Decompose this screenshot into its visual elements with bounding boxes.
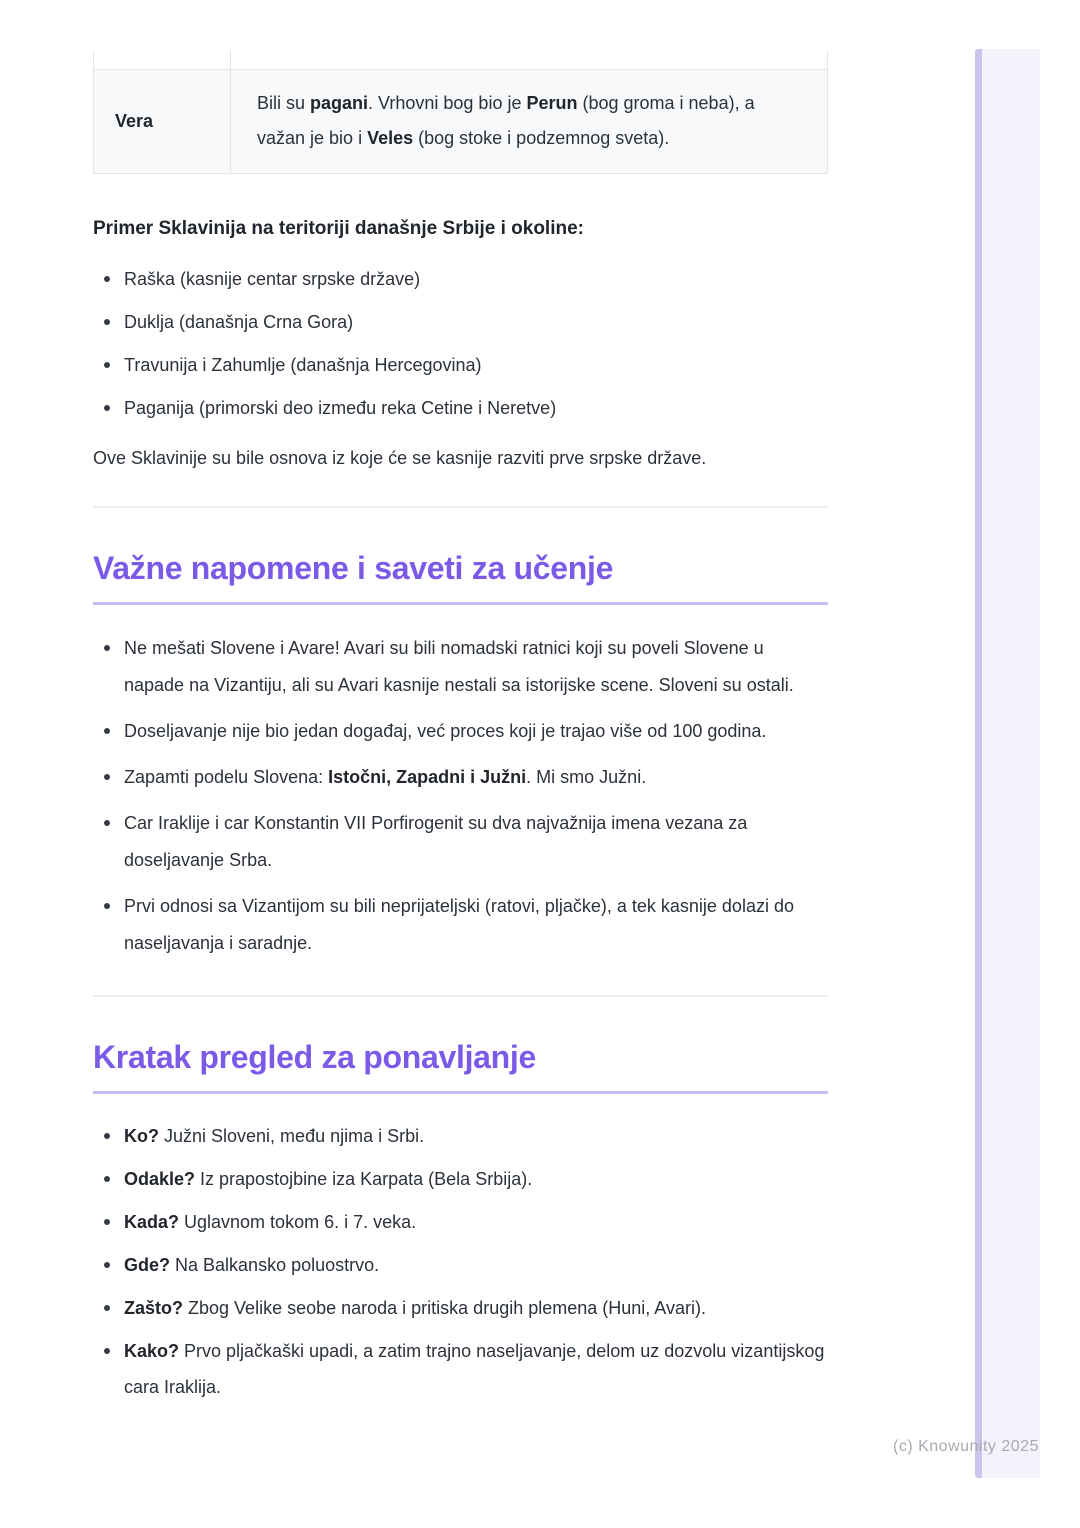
- table-cell-label-partial: [94, 50, 231, 69]
- section-divider: [93, 506, 828, 508]
- cell-text: Bili su: [257, 93, 311, 113]
- item-text: Doseljavanje nije bio jedan događaj, već proces koji je trajao više od 100 godina.: [124, 721, 767, 741]
- list-item: [93, 1161, 828, 1197]
- title-underline: [93, 1091, 828, 1094]
- page-edge-stripe: [975, 49, 982, 1478]
- sklavinije-list: [93, 264, 828, 423]
- table-row-vera: [94, 70, 827, 174]
- sklavinije-heading: Primer Sklavinija na teritoriji današnje Srbije i okoline:: [93, 218, 584, 239]
- pregled-title: Kratak pregled za ponavljanje: [93, 1039, 537, 1075]
- cell-text: . Vrhovni bog bio je: [368, 93, 527, 113]
- item-text: . Mi smo Južni.: [526, 767, 647, 787]
- item-bold: Istočni, Zapadni i Južni: [328, 767, 527, 787]
- question-word: Odakle?: [124, 1169, 196, 1189]
- item-text: Prvi odnosi sa Vizantijom su bili neprijateljski (ratovi, pljačke), a tek kasnije dolazi do naseljavanja i saradnje.: [124, 896, 794, 953]
- table-cell-value: [231, 70, 827, 173]
- item-text: Zapamti podelu Slovena:: [124, 767, 329, 787]
- list-item: Paganija (primorski deo između reka Cetine i Neretve): [93, 393, 828, 423]
- list-item: [93, 713, 828, 750]
- question-word: Gde?: [124, 1255, 171, 1275]
- list-item: [93, 1333, 828, 1405]
- list-item: [93, 888, 828, 962]
- list-item: Raška (kasnije centar srpske države): [93, 264, 828, 294]
- napomene-list: [93, 630, 828, 962]
- watermark: (c) Knowunity 2025: [893, 1438, 1039, 1455]
- list-item: [93, 1204, 828, 1240]
- table-cell-value-partial: [231, 50, 827, 69]
- answer-text: Prvo pljačkaški upadi, a zatim trajno naseljavanje, delom uz dozvolu vizantijskog cara Iraklija.: [124, 1341, 825, 1397]
- pregled-list: [93, 1118, 828, 1405]
- cell-bold: Veles: [367, 128, 414, 148]
- page-edge-panel: [982, 49, 1040, 1478]
- item-text: Car Iraklije i car Konstantin VII Porfirogenit su dva najvažnija imena vezana za doseljavanje Srba.: [124, 813, 748, 870]
- list-item: [93, 805, 828, 879]
- cell-text: (bog stoke i podzemnog sveta).: [413, 128, 670, 148]
- religion-table: [93, 50, 828, 174]
- section-divider: [93, 995, 828, 997]
- question-word: Kako?: [124, 1341, 180, 1361]
- title-underline: [93, 602, 828, 605]
- question-word: Kada?: [124, 1212, 180, 1232]
- answer-text: Južni Sloveni, među njima i Srbi.: [159, 1126, 425, 1146]
- table-row-partial: [94, 50, 827, 70]
- cell-bold: pagani: [310, 93, 369, 113]
- list-item: Travunija i Zahumlje (današnja Hercegovina): [93, 350, 828, 380]
- table-cell-label: Vera: [94, 70, 231, 173]
- list-item: [93, 630, 828, 704]
- question-word: Zašto?: [124, 1298, 184, 1318]
- cell-bold: Perun: [526, 93, 578, 113]
- list-item: [93, 759, 828, 796]
- answer-text: Zbog Velike seobe naroda i pritiska drugih plemena (Huni, Avari).: [183, 1298, 706, 1318]
- document-content: [93, 0, 828, 1412]
- list-item: [93, 1118, 828, 1154]
- list-item: Duklja (današnja Crna Gora): [93, 307, 828, 337]
- list-item: [93, 1290, 828, 1326]
- napomene-title: Važne napomene i saveti za učenje: [93, 550, 614, 586]
- answer-text: Uglavnom tokom 6. i 7. veka.: [179, 1212, 417, 1232]
- answer-text: Na Balkansko poluostrvo.: [170, 1255, 380, 1275]
- item-text: Ne mešati Slovene i Avare! Avari su bili nomadski ratnici koji su poveli Slovene u napade na Vizantiju, ali su Avari kasnije nestali sa istorijske scene. Sloveni su ostali.: [124, 638, 794, 695]
- list-item: [93, 1247, 828, 1283]
- answer-text: Iz prapostojbine iza Karpata (Bela Srbija).: [195, 1169, 533, 1189]
- sklavinije-summary: Ove Sklavinije su bile osnova iz koje će se kasnije razviti prve srpske države.: [93, 448, 707, 468]
- cell-text: (bog groma i neba), a važan je bio i: [257, 93, 755, 148]
- question-word: Ko?: [124, 1126, 159, 1146]
